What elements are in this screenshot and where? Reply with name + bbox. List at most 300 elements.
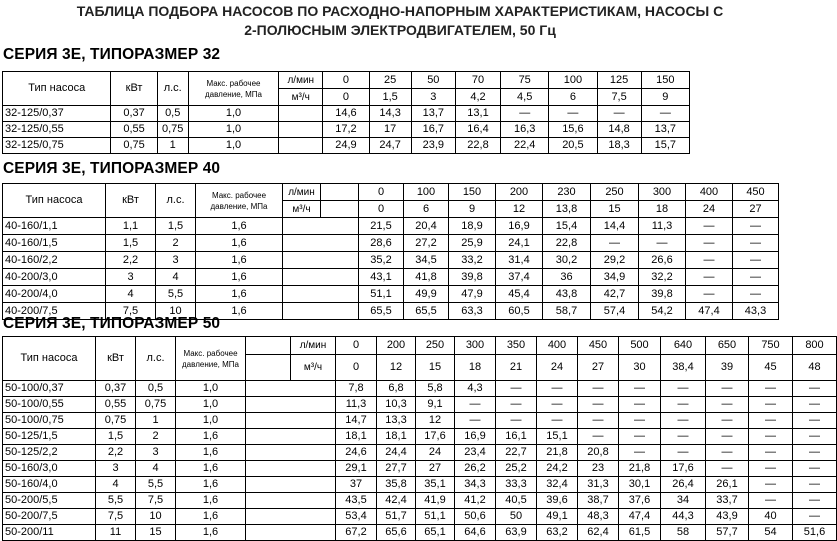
- head-value: 44,3: [661, 509, 706, 525]
- flow-lmin: 70: [455, 72, 500, 89]
- unit-spacer: [321, 235, 359, 252]
- head-value: 65,5: [359, 303, 404, 320]
- head-value: 51,1: [416, 509, 455, 525]
- power-hp: 0,5: [136, 381, 176, 397]
- head-value: 33,3: [496, 477, 537, 493]
- head-value: —: [597, 106, 641, 122]
- power-hp: 0,75: [157, 122, 188, 138]
- head-value: —: [793, 445, 837, 461]
- table-row: [3, 461, 837, 477]
- head-value: 27,7: [377, 461, 416, 477]
- head-value: 33,7: [706, 493, 749, 509]
- head-value: 39,8: [449, 269, 496, 286]
- pump-table-40: [2, 183, 779, 320]
- flow-lmin: 250: [416, 337, 455, 355]
- head-value: 65,1: [416, 525, 455, 541]
- head-value: —: [686, 269, 733, 286]
- pump-model: 50-200/11: [3, 525, 96, 541]
- head-value: 47,4: [619, 509, 661, 525]
- unit-spacer: [246, 477, 291, 493]
- flow-lmin: 150: [641, 72, 689, 89]
- table-row: [3, 381, 837, 397]
- head-value: —: [537, 381, 578, 397]
- head-value: 43,9: [706, 509, 749, 525]
- head-value: 27,2: [404, 235, 449, 252]
- head-value: —: [793, 397, 837, 413]
- head-value: —: [706, 397, 749, 413]
- head-value: 39,6: [537, 493, 578, 509]
- head-value: —: [733, 218, 779, 235]
- head-value: 17,6: [416, 429, 455, 445]
- head-value: —: [455, 397, 496, 413]
- power-kw: 1,1: [106, 218, 156, 235]
- unit-spacer: [291, 397, 336, 413]
- unit-spacer: [246, 397, 291, 413]
- table-row: [3, 235, 779, 252]
- pressure-header: Макс. рабочее давление, МПа: [196, 184, 283, 218]
- flow-lmin: 300: [639, 184, 686, 201]
- flow-lmin: 250: [591, 184, 639, 201]
- flow-m3h: 12: [377, 355, 416, 381]
- power-kw: 0,37: [111, 106, 157, 122]
- max-pressure: 1,6: [196, 218, 283, 235]
- head-value: —: [496, 397, 537, 413]
- head-value: 41,2: [455, 493, 496, 509]
- head-value: 32,4: [537, 477, 578, 493]
- head-value: 24,7: [369, 138, 411, 154]
- flow-lmin: 0: [336, 337, 377, 355]
- pump-model: 50-100/0,55: [3, 397, 96, 413]
- head-value: 57,4: [591, 303, 639, 320]
- head-value: —: [501, 106, 549, 122]
- power-kw: 2,2: [96, 445, 136, 461]
- head-value: —: [537, 397, 578, 413]
- head-value: 16,3: [501, 122, 549, 138]
- flow-lmin: 100: [549, 72, 597, 89]
- head-value: 54: [749, 525, 793, 541]
- unit-spacer: [246, 445, 291, 461]
- kw-header: кВт: [111, 72, 157, 106]
- head-value: 35,8: [377, 477, 416, 493]
- head-value: 17: [369, 122, 411, 138]
- head-value: 43,3: [733, 303, 779, 320]
- max-pressure: 1,6: [176, 461, 246, 477]
- power-kw: 1,5: [106, 235, 156, 252]
- pump-model: 50-200/5,5: [3, 493, 96, 509]
- head-value: —: [706, 413, 749, 429]
- flow-lmin: 500: [619, 337, 661, 355]
- head-value: —: [578, 397, 619, 413]
- head-value: 26,2: [455, 461, 496, 477]
- unit-spacer: [321, 286, 359, 303]
- flow-m3h: 0: [359, 201, 404, 218]
- max-pressure: 1,6: [196, 252, 283, 269]
- unit-spacer: [291, 509, 336, 525]
- flow-lmin: 300: [455, 337, 496, 355]
- head-value: —: [578, 381, 619, 397]
- head-value: 20,4: [404, 218, 449, 235]
- head-value: 24,1: [496, 235, 543, 252]
- head-value: —: [619, 445, 661, 461]
- unit-spacer: [279, 138, 323, 154]
- head-value: 29,2: [591, 252, 639, 269]
- head-value: 13,1: [455, 106, 500, 122]
- unit-spacer: [321, 218, 359, 235]
- flow-lmin: 0: [323, 72, 369, 89]
- unit-spacer: [279, 122, 323, 138]
- head-value: 5,8: [416, 381, 455, 397]
- power-hp: 2: [156, 235, 196, 252]
- table-row: [3, 429, 837, 445]
- flow-m3h: 6: [549, 89, 597, 106]
- head-value: 16,9: [455, 429, 496, 445]
- head-value: 26,6: [639, 252, 686, 269]
- power-kw: 7,5: [106, 303, 156, 320]
- head-value: —: [686, 286, 733, 303]
- head-value: —: [749, 461, 793, 477]
- head-value: 32,2: [639, 269, 686, 286]
- head-value: —: [496, 381, 537, 397]
- head-value: 30,2: [543, 252, 591, 269]
- table-row: [3, 493, 837, 509]
- head-value: —: [639, 235, 686, 252]
- power-kw: 3: [106, 269, 156, 286]
- unit-spacer: [321, 269, 359, 286]
- head-value: 37,4: [496, 269, 543, 286]
- head-value: —: [549, 106, 597, 122]
- head-value: 22,4: [501, 138, 549, 154]
- flow-m3h: 6: [404, 201, 449, 218]
- head-value: 18,1: [336, 429, 377, 445]
- head-value: —: [661, 381, 706, 397]
- head-value: 21,8: [619, 461, 661, 477]
- flow-m3h: 7,5: [597, 89, 641, 106]
- pump-table-32: [2, 71, 690, 154]
- head-value: 27: [416, 461, 455, 477]
- head-value: 63,2: [537, 525, 578, 541]
- head-value: 22,8: [543, 235, 591, 252]
- head-value: —: [619, 381, 661, 397]
- head-value: —: [661, 429, 706, 445]
- unit-spacer: [283, 235, 321, 252]
- power-kw: 0,55: [111, 122, 157, 138]
- head-value: 31,3: [578, 477, 619, 493]
- head-value: 50,6: [455, 509, 496, 525]
- head-value: 47,4: [686, 303, 733, 320]
- head-value: —: [733, 252, 779, 269]
- head-value: —: [619, 413, 661, 429]
- power-kw: 0,37: [96, 381, 136, 397]
- head-value: 34,9: [591, 269, 639, 286]
- series-heading-40: СЕРИЯ 3Е, ТИПОРАЗМЕР 40: [3, 160, 221, 177]
- head-value: —: [749, 493, 793, 509]
- head-value: 43,8: [543, 286, 591, 303]
- head-value: 18,3: [597, 138, 641, 154]
- power-kw: 0,55: [96, 397, 136, 413]
- head-value: 35,2: [359, 252, 404, 269]
- head-value: 28,6: [359, 235, 404, 252]
- max-pressure: 1,6: [196, 235, 283, 252]
- head-value: —: [749, 429, 793, 445]
- power-hp: 3: [156, 252, 196, 269]
- head-value: 49,1: [537, 509, 578, 525]
- flow-m3h: 9: [449, 201, 496, 218]
- power-kw: 4: [96, 477, 136, 493]
- flow-m3h: 4,2: [455, 89, 500, 106]
- m3h-label: м³/ч: [291, 355, 336, 381]
- flow-m3h: 27: [578, 355, 619, 381]
- table-row: [3, 509, 837, 525]
- head-value: 37: [336, 477, 377, 493]
- head-value: 42,7: [591, 286, 639, 303]
- flow-m3h: 0: [323, 89, 369, 106]
- power-kw: 7,5: [96, 509, 136, 525]
- unit-spacer: [291, 525, 336, 541]
- head-value: —: [537, 413, 578, 429]
- unit-spacer: [246, 461, 291, 477]
- head-value: —: [793, 477, 837, 493]
- power-hp: 2: [136, 429, 176, 445]
- head-value: 50: [496, 509, 537, 525]
- power-kw: 4: [106, 286, 156, 303]
- head-value: —: [793, 493, 837, 509]
- head-value: 51,6: [793, 525, 837, 541]
- head-value: 9,1: [416, 397, 455, 413]
- table-row: [3, 445, 837, 461]
- flow-m3h: 9: [641, 89, 689, 106]
- head-value: —: [455, 413, 496, 429]
- head-value: —: [706, 461, 749, 477]
- head-value: 26,4: [661, 477, 706, 493]
- table-row: [3, 138, 690, 154]
- head-value: 7,8: [336, 381, 377, 397]
- power-hp: 7,5: [136, 493, 176, 509]
- pump-model: 32-125/0,75: [3, 138, 111, 154]
- head-value: —: [749, 381, 793, 397]
- power-kw: 1,5: [96, 429, 136, 445]
- head-value: 24,6: [336, 445, 377, 461]
- flow-m3h: 13,8: [543, 201, 591, 218]
- head-value: 21,8: [537, 445, 578, 461]
- max-pressure: 1,0: [188, 122, 278, 138]
- unit-spacer: [291, 413, 336, 429]
- spacer-cell: [321, 201, 359, 218]
- power-kw: 5,5: [96, 493, 136, 509]
- head-value: 16,1: [496, 429, 537, 445]
- flow-lmin: 400: [686, 184, 733, 201]
- power-kw: 0,75: [96, 413, 136, 429]
- head-value: 16,9: [496, 218, 543, 235]
- head-value: 24,4: [377, 445, 416, 461]
- head-value: 37,6: [619, 493, 661, 509]
- max-pressure: 1,0: [176, 381, 246, 397]
- pressure-header: Макс. рабочее давление, МПа: [176, 337, 246, 381]
- flow-lmin: 200: [496, 184, 543, 201]
- pump-model: 50-160/4,0: [3, 477, 96, 493]
- head-value: 14,8: [597, 122, 641, 138]
- flow-m3h: 0: [336, 355, 377, 381]
- flow-lmin: 750: [749, 337, 793, 355]
- lmin-label: л/мин: [279, 72, 323, 89]
- head-value: 51,1: [359, 286, 404, 303]
- max-pressure: 1,6: [176, 477, 246, 493]
- power-hp: 15: [136, 525, 176, 541]
- header-row: [3, 72, 690, 89]
- unit-spacer: [279, 106, 323, 122]
- head-value: 15,1: [537, 429, 578, 445]
- head-value: 35,1: [416, 477, 455, 493]
- max-pressure: 1,6: [176, 429, 246, 445]
- head-value: —: [591, 235, 639, 252]
- head-value: 45,4: [496, 286, 543, 303]
- header-row: [3, 337, 837, 355]
- spacer-cell: [321, 184, 359, 201]
- flow-m3h: 45: [749, 355, 793, 381]
- head-value: 49,9: [404, 286, 449, 303]
- head-value: —: [661, 413, 706, 429]
- table-row: [3, 106, 690, 122]
- head-value: 40: [749, 509, 793, 525]
- kw-header: кВт: [106, 184, 156, 218]
- flow-lmin: 230: [543, 184, 591, 201]
- table-row: [3, 122, 690, 138]
- head-value: 11,3: [639, 218, 686, 235]
- head-value: —: [706, 381, 749, 397]
- head-value: 24,9: [323, 138, 369, 154]
- head-value: 23: [578, 461, 619, 477]
- head-value: 22,7: [496, 445, 537, 461]
- head-value: 47,9: [449, 286, 496, 303]
- head-value: —: [749, 413, 793, 429]
- flow-lmin: 25: [369, 72, 411, 89]
- pump-model: 50-200/7,5: [3, 509, 96, 525]
- head-value: 20,8: [578, 445, 619, 461]
- head-value: —: [619, 429, 661, 445]
- page-title: [0, 2, 800, 40]
- table-row: [3, 286, 779, 303]
- table-row: [3, 218, 779, 235]
- table-row: [3, 252, 779, 269]
- head-value: 15,4: [543, 218, 591, 235]
- pump-model: 40-160/1,5: [3, 235, 106, 252]
- flow-m3h: 39: [706, 355, 749, 381]
- flow-m3h: 48: [793, 355, 837, 381]
- head-value: 17,6: [661, 461, 706, 477]
- head-value: —: [733, 269, 779, 286]
- head-value: 51,7: [377, 509, 416, 525]
- max-pressure: 1,6: [196, 269, 283, 286]
- head-value: 58: [661, 525, 706, 541]
- head-value: 65,6: [377, 525, 416, 541]
- head-value: 34,3: [455, 477, 496, 493]
- head-value: —: [706, 429, 749, 445]
- pump-table-50: [2, 336, 837, 541]
- head-value: —: [793, 413, 837, 429]
- pump-model: 40-200/4,0: [3, 286, 106, 303]
- flow-m3h: 21: [496, 355, 537, 381]
- power-kw: 3: [96, 461, 136, 477]
- head-value: 20,5: [549, 138, 597, 154]
- flow-lmin: 200: [377, 337, 416, 355]
- unit-spacer: [246, 429, 291, 445]
- hp-header: л.с.: [136, 337, 176, 381]
- max-pressure: 1,0: [176, 397, 246, 413]
- flow-lmin: 400: [537, 337, 578, 355]
- pump-model: 50-125/1,5: [3, 429, 96, 445]
- power-kw: 11: [96, 525, 136, 541]
- head-value: 64,6: [455, 525, 496, 541]
- head-value: 13,7: [641, 122, 689, 138]
- head-value: 29,1: [336, 461, 377, 477]
- head-value: 31,4: [496, 252, 543, 269]
- flow-m3h: 12: [496, 201, 543, 218]
- power-hp: 1: [136, 413, 176, 429]
- flow-m3h: 38,4: [661, 355, 706, 381]
- head-value: —: [793, 381, 837, 397]
- head-value: 30,1: [619, 477, 661, 493]
- head-value: 40,5: [496, 493, 537, 509]
- unit-spacer: [283, 269, 321, 286]
- max-pressure: 1,0: [188, 138, 278, 154]
- head-value: 16,7: [411, 122, 455, 138]
- m3h-label: м³/ч: [283, 201, 321, 218]
- header-row: [3, 184, 779, 201]
- flow-lmin: 350: [496, 337, 537, 355]
- head-value: 24,2: [537, 461, 578, 477]
- unit-spacer: [283, 252, 321, 269]
- flow-m3h: 1,5: [369, 89, 411, 106]
- head-value: —: [619, 397, 661, 413]
- head-value: 10,3: [377, 397, 416, 413]
- flow-lmin: 50: [411, 72, 455, 89]
- flow-lmin: 100: [404, 184, 449, 201]
- max-pressure: 1,0: [188, 106, 278, 122]
- max-pressure: 1,6: [176, 445, 246, 461]
- unit-spacer: [291, 493, 336, 509]
- pump-model: 32-125/0,37: [3, 106, 111, 122]
- head-value: 22,8: [455, 138, 500, 154]
- head-value: —: [793, 461, 837, 477]
- unit-spacer: [246, 509, 291, 525]
- head-value: 26,1: [706, 477, 749, 493]
- head-value: 38,7: [578, 493, 619, 509]
- power-kw: 0,75: [111, 138, 157, 154]
- lmin-label: л/мин: [291, 337, 336, 355]
- pump-model: 32-125/0,55: [3, 122, 111, 138]
- head-value: 36: [543, 269, 591, 286]
- series-heading-50: СЕРИЯ 3Е, ТИПОРАЗМЕР 50: [3, 315, 221, 332]
- unit-spacer: [246, 493, 291, 509]
- head-value: 21,5: [359, 218, 404, 235]
- head-value: 23,9: [411, 138, 455, 154]
- type-header: Тип насоса: [3, 337, 96, 381]
- table-row: [3, 525, 837, 541]
- head-value: 18,1: [377, 429, 416, 445]
- unit-spacer: [291, 445, 336, 461]
- flow-lmin: 150: [449, 184, 496, 201]
- head-value: 41,9: [416, 493, 455, 509]
- head-value: —: [686, 218, 733, 235]
- head-value: 14,6: [323, 106, 369, 122]
- flow-m3h: 4,5: [501, 89, 549, 106]
- flow-m3h: 15: [591, 201, 639, 218]
- unit-spacer: [291, 461, 336, 477]
- flow-m3h: 15: [416, 355, 455, 381]
- pump-model: 50-125/2,2: [3, 445, 96, 461]
- head-value: 41,8: [404, 269, 449, 286]
- power-hp: 1: [157, 138, 188, 154]
- table-row: [3, 413, 837, 429]
